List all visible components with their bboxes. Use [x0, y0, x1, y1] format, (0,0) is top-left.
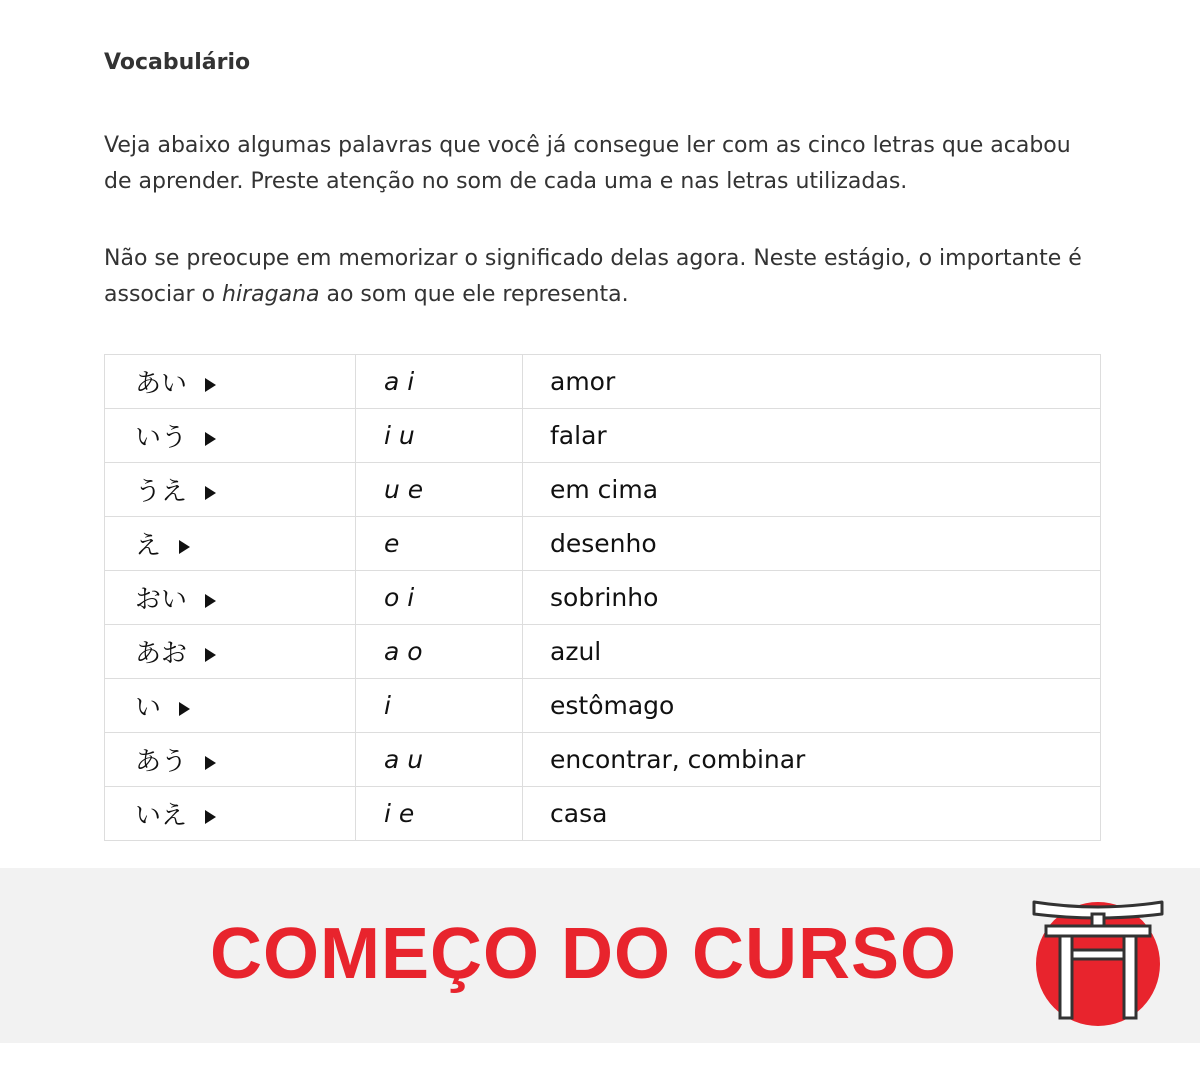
- meaning-cell: desenho: [523, 517, 1101, 571]
- kana-cell: [105, 733, 356, 787]
- vocabulary-table: [104, 354, 1101, 841]
- table-row: [105, 625, 1101, 679]
- banner-title[interactable]: COMEÇO DO CURSO: [210, 914, 958, 994]
- kana-text: うえ: [135, 477, 188, 507]
- meaning-cell: encontrar, combinar: [523, 733, 1101, 787]
- table-row: [105, 571, 1101, 625]
- kana-cell: [105, 787, 356, 841]
- table-row: [105, 733, 1101, 787]
- kana-text: あお: [135, 639, 188, 669]
- romaji-cell: a u: [356, 733, 523, 787]
- romaji-cell: e: [356, 517, 523, 571]
- play-icon[interactable]: [205, 756, 216, 770]
- play-icon[interactable]: [205, 432, 216, 446]
- romaji-cell: u e: [356, 463, 523, 517]
- table-row: [105, 463, 1101, 517]
- kana-text: あい: [135, 369, 188, 399]
- intro-paragraph: Veja abaixo algumas palavras que você já consegue ler com as cinco letras que acabou de aprender. Preste atenção no som de cada uma e nas letras utilizadas.: [104, 133, 1071, 194]
- play-icon[interactable]: [205, 594, 216, 608]
- play-icon[interactable]: [205, 648, 216, 662]
- table-row: [105, 409, 1101, 463]
- table-row: [105, 787, 1101, 841]
- play-icon[interactable]: [205, 810, 216, 824]
- meaning-cell: em cima: [523, 463, 1101, 517]
- romaji-cell: i e: [356, 787, 523, 841]
- play-icon[interactable]: [179, 540, 190, 554]
- kana-cell: [105, 571, 356, 625]
- kana-cell: [105, 517, 356, 571]
- table-row: [105, 679, 1101, 733]
- kana-text: いう: [135, 423, 188, 453]
- kana-cell: [105, 679, 356, 733]
- note-paragraph: [104, 241, 1104, 313]
- torii-gate-icon: [1028, 888, 1168, 1028]
- note-emphasis: hiragana: [222, 282, 320, 307]
- play-icon[interactable]: [205, 486, 216, 500]
- meaning-cell: falar: [523, 409, 1101, 463]
- note-text-before: Não se preocupe em memorizar o significado delas agora. Neste estágio, o importante é associar o: [104, 246, 1082, 307]
- romaji-cell: i u: [356, 409, 523, 463]
- vocabulary-table-body: [105, 355, 1101, 841]
- table-row: [105, 517, 1101, 571]
- play-icon[interactable]: [179, 702, 190, 716]
- kana-text: おい: [135, 585, 188, 615]
- kana-text: え: [135, 531, 162, 561]
- kana-cell: [105, 355, 356, 409]
- kana-text: いえ: [135, 801, 188, 831]
- meaning-cell: casa: [523, 787, 1101, 841]
- play-icon[interactable]: [205, 378, 216, 392]
- note-text-after: ao som que ele representa.: [319, 282, 629, 307]
- romaji-cell: o i: [356, 571, 523, 625]
- kana-cell: [105, 409, 356, 463]
- romaji-cell: a o: [356, 625, 523, 679]
- section-heading: Vocabulário: [104, 50, 251, 75]
- meaning-cell: estômago: [523, 679, 1101, 733]
- romaji-cell: i: [356, 679, 523, 733]
- kana-text: い: [135, 693, 162, 723]
- meaning-cell: amor: [523, 355, 1101, 409]
- kana-cell: [105, 625, 356, 679]
- meaning-cell: azul: [523, 625, 1101, 679]
- table-row: [105, 355, 1101, 409]
- kana-cell: [105, 463, 356, 517]
- meaning-cell: sobrinho: [523, 571, 1101, 625]
- kana-text: あう: [135, 747, 188, 777]
- course-banner[interactable]: [0, 868, 1200, 1043]
- romaji-cell: a i: [356, 355, 523, 409]
